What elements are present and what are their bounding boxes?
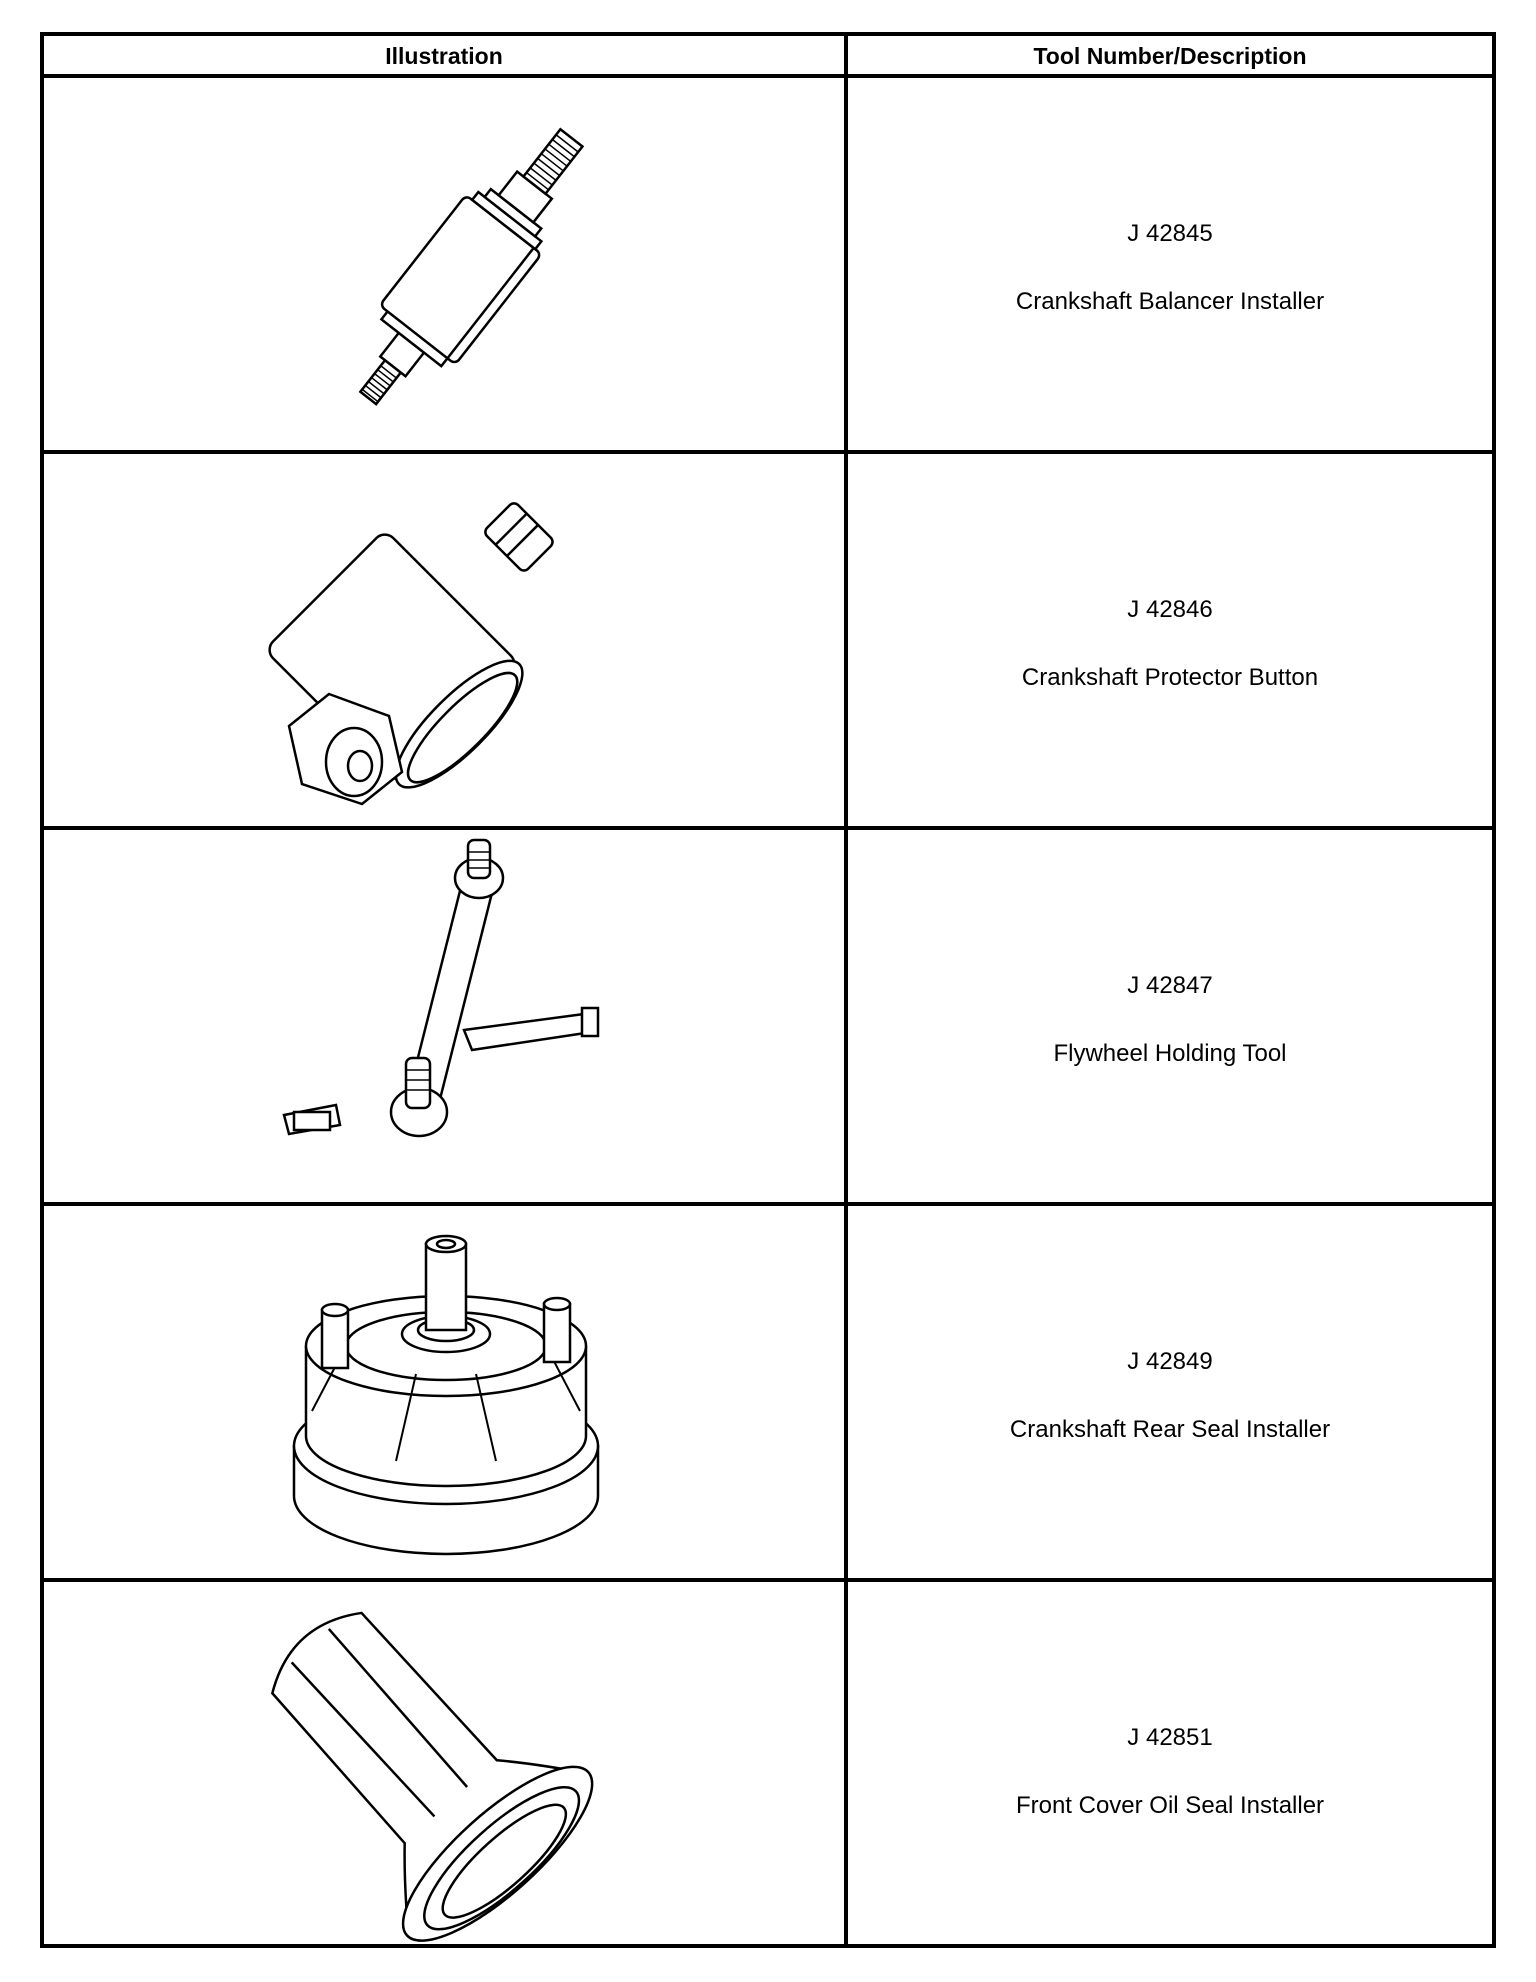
illustration-header: Illustration [385,43,503,69]
table-header [44,36,1492,78]
tool-cell [848,454,1492,826]
tool-description: Crankshaft Rear Seal Installer [1009,1416,1331,1443]
tool-cell [848,78,1492,450]
table-row [44,454,1492,830]
illustration-cell [44,78,844,450]
illustration-cell [44,1206,844,1578]
tool-number: J 42846 [1127,596,1213,623]
tool-cell [848,1206,1492,1578]
protector-button-icon [44,454,844,826]
tool-cell [848,1582,1492,1944]
table-row [44,830,1492,1206]
illustration-cell [44,454,844,826]
tool-number: J 42847 [1127,972,1213,999]
tool-description: Crankshaft Protector Button [1021,664,1319,691]
table-row [44,1582,1492,1944]
illustration-cell [44,1582,844,1944]
tool-table [40,32,1496,1948]
oil-seal-installer-icon [44,1582,844,1944]
tool-description: Crankshaft Balancer Installer [1015,288,1325,315]
table-row [44,1206,1492,1582]
tool-number: J 42849 [1127,1348,1213,1375]
rear-seal-installer-icon [44,1206,844,1578]
tool-description: Flywheel Holding Tool [1053,1040,1287,1067]
table-row [44,78,1492,454]
flywheel-holder-icon [44,830,844,1202]
tool-number: J 42845 [1127,220,1213,247]
tool-number: J 42851 [1127,1724,1213,1751]
illustration-cell [44,830,844,1202]
tool-cell [848,830,1492,1202]
tool-header: Tool Number/Description [1033,43,1307,69]
tool-description: Front Cover Oil Seal Installer [1015,1792,1325,1819]
balancer-installer-icon [44,78,844,450]
